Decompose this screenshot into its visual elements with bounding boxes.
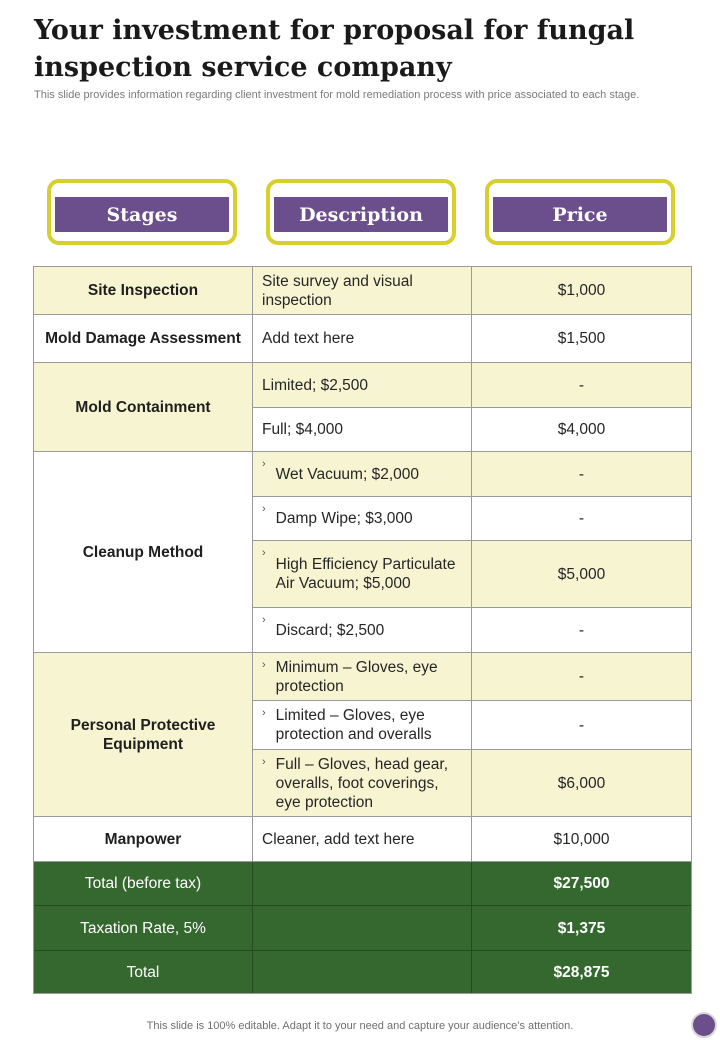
price-cell: $4,000 (472, 408, 691, 452)
price-cell: $6,000 (472, 750, 691, 817)
stage-manpower: Manpower (34, 817, 253, 862)
desc-text: Minimum – Gloves, eye protection (275, 658, 438, 695)
grand-total-label: Total (34, 951, 253, 993)
chevron-right-icon: › (262, 503, 266, 515)
header-price (485, 179, 675, 245)
price-cell: $5,000 (472, 541, 691, 608)
tax-rate-label: Taxation Rate, 5% (34, 906, 253, 951)
slide-marker-dot (691, 1012, 717, 1038)
desc-cell (253, 701, 472, 750)
tax-rate-value: $1,375 (472, 906, 691, 951)
price-cell: - (472, 452, 691, 497)
desc-cell (253, 750, 472, 817)
price-cell: - (472, 608, 691, 653)
desc-text: Full – Gloves, head gear, overalls, foot coverings, eye protection (275, 755, 448, 811)
price-cell: - (472, 497, 691, 541)
price-cell: - (472, 701, 691, 750)
total-before-tax-label: Total (before tax) (34, 862, 253, 906)
desc-cell: Add text here (253, 315, 472, 363)
desc-text: Limited – Gloves, eye protection and overalls (275, 707, 432, 743)
stage-mold-containment: Mold Containment (34, 363, 253, 452)
total-before-tax-value: $27,500 (472, 862, 691, 906)
header-description-label: Description (274, 197, 448, 232)
chevron-right-icon: › (262, 756, 266, 768)
chevron-right-icon: › (262, 458, 266, 470)
header-description (266, 179, 456, 245)
stage-mold-damage: Mold Damage Assessment (34, 315, 253, 363)
chevron-right-icon: › (262, 614, 266, 626)
stage-ppe: Personal Protective Equipment (34, 653, 253, 817)
stage-site-inspection: Site Inspection (34, 267, 253, 315)
desc-cell (253, 608, 472, 653)
footer-note: This slide is 100% editable. Adapt it to your need and capture your audience’s attention. (146, 1020, 574, 1032)
price-cell: $10,000 (472, 817, 691, 862)
page-title: Your investment for proposal for fungal inspection service company (34, 15, 635, 83)
grand-total-value: $28,875 (472, 951, 691, 993)
desc-cell (253, 497, 472, 541)
header-stages-label: Stages (55, 197, 229, 232)
header-price-label: Price (493, 197, 667, 232)
page-subtitle: This slide provides information regarding client investment for mold remediation process with price associated to each stage. (34, 89, 640, 101)
chevron-right-icon: › (262, 547, 266, 559)
total-empty-cell (253, 862, 472, 906)
desc-cell (253, 541, 472, 608)
desc-cell (253, 653, 472, 701)
total-empty-cell (253, 906, 472, 951)
stage-cleanup-method: Cleanup Method (34, 452, 253, 653)
header-stages (47, 179, 237, 245)
total-empty-cell (253, 951, 472, 993)
desc-text: Wet Vacuum; $2,000 (275, 465, 419, 483)
price-cell: - (472, 363, 691, 408)
desc-text: Discard; $2,500 (275, 621, 385, 639)
desc-text: High Efficiency Particulate Air Vacuum; $5,000 (275, 556, 456, 592)
chevron-right-icon: › (262, 707, 266, 719)
desc-cell: Full; $4,000 (253, 408, 472, 452)
desc-cell (253, 452, 472, 497)
desc-cell: Site survey and visual inspection (253, 267, 472, 315)
price-cell: - (472, 653, 691, 701)
price-cell: $1,000 (472, 267, 691, 315)
investment-table (33, 266, 692, 994)
desc-cell: Cleaner, add text here (253, 817, 472, 862)
price-cell: $1,500 (472, 315, 691, 363)
chevron-right-icon: › (262, 659, 266, 671)
desc-text: Damp Wipe; $3,000 (275, 510, 413, 527)
desc-cell: Limited; $2,500 (253, 363, 472, 408)
